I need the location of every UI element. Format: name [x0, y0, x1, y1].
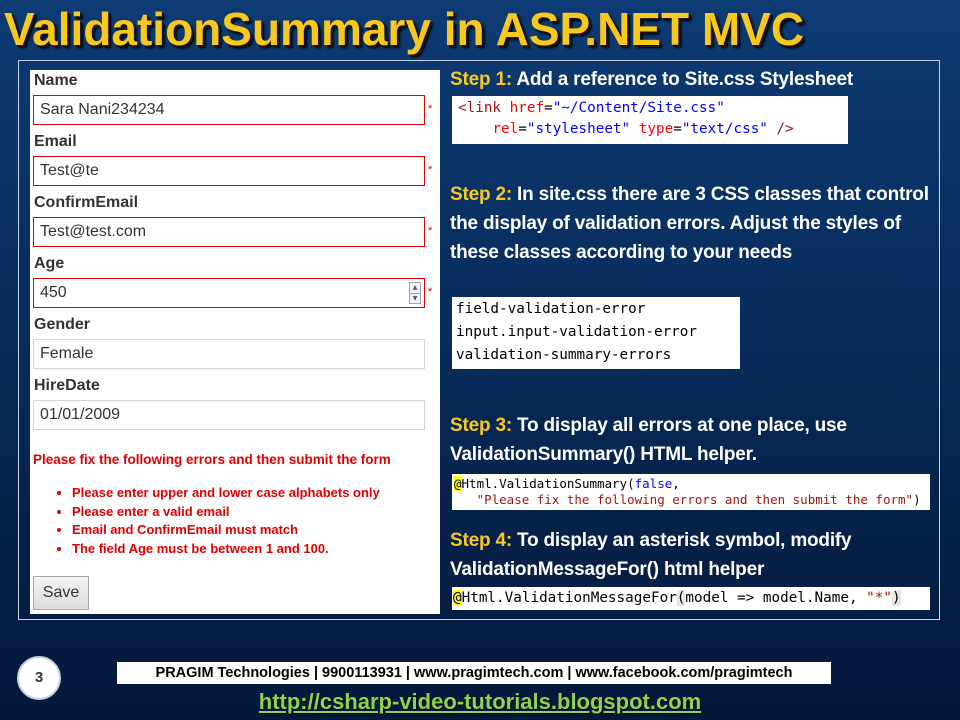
step-3 [450, 411, 930, 469]
email-input[interactable]: Test@te [33, 156, 425, 186]
code-open-paren: ( [676, 590, 686, 606]
code-razor-at: @ [454, 476, 462, 491]
code-href-value: "~/Content/Site.css" [552, 100, 725, 116]
confirm-email-input[interactable]: Test@test.com [33, 217, 425, 247]
code-eq: = [673, 121, 682, 137]
step-4 [450, 526, 930, 584]
code-comma: , [672, 476, 680, 491]
code-validation-summary-call: Html.ValidationSummary( [461, 476, 635, 491]
code-razor-at: @ [453, 590, 462, 606]
code-type-attr: type [638, 121, 674, 137]
step-2-text: In site.css there are 3 CSS classes that control the display of validation errors. Adjust the styles of these classes according to your needs [450, 184, 929, 263]
code-summary-message: "Please fix the following errors and then submit the form" [476, 492, 914, 507]
step-1-number: Step 1: [450, 69, 512, 90]
code-close-paren: ) [913, 492, 921, 507]
step-4-text: To display an asterisk symbol, modify ValidationMessageFor() html helper [450, 530, 852, 580]
step-1 [450, 65, 930, 94]
hire-date-input[interactable]: 01/01/2009 [33, 400, 425, 430]
validation-summary-title: Please fix the following errors and then submit the form [33, 452, 391, 467]
code-indent [458, 121, 492, 137]
css-class-field-validation-error: field-validation-error [456, 301, 646, 317]
code-href-attr: href [509, 100, 545, 116]
step-3-number: Step 3: [450, 415, 512, 436]
footer-blog-link[interactable]: http://csharp-video-tutorials.blogspot.com [258, 689, 702, 714]
code-snippet-link-tag [452, 96, 848, 144]
page-number: 3 [17, 656, 61, 700]
confirm-email-asterisk: * [428, 225, 433, 237]
name-input[interactable]: Sara Nani234234 [33, 95, 425, 125]
code-link-open: <link [458, 100, 502, 116]
code-false-keyword: false [634, 476, 673, 491]
code-close-paren: ) [892, 590, 901, 606]
spinner-down-icon[interactable]: ▼ [410, 293, 420, 304]
code-eq: = [544, 100, 553, 116]
code-rel-attr: rel [492, 121, 519, 137]
validation-error-item: • Please enter upper and lower case alphabets only [72, 484, 380, 503]
code-rel-value: "stylesheet" [526, 121, 631, 137]
step-2 [450, 180, 930, 267]
code-snippet-validation-summary [452, 474, 930, 510]
code-asterisk-string: "*" [866, 590, 892, 606]
confirm-email-label: ConfirmEmail [34, 194, 139, 211]
age-input[interactable] [33, 278, 425, 308]
spinner-up-icon[interactable]: ▲ [412, 284, 418, 291]
code-snippet-css-classes [452, 297, 740, 369]
save-button[interactable]: Save [33, 576, 89, 610]
validation-summary-list [52, 484, 380, 558]
age-value: 450 [40, 284, 67, 301]
gender-label: Gender [34, 316, 91, 333]
code-link-close: /> [776, 121, 794, 137]
name-asterisk: * [428, 103, 433, 115]
email-label: Email [34, 133, 77, 150]
step-3-text: To display all errors at one place, use ValidationSummary() HTML helper. [450, 415, 847, 465]
name-label: Name [34, 72, 78, 89]
age-asterisk: * [428, 286, 433, 298]
email-asterisk: * [428, 164, 433, 176]
css-class-input-validation-error: input.input-validation-error [456, 324, 698, 340]
age-spinner[interactable] [409, 282, 421, 304]
step-1-text: Add a reference to Site.css Stylesheet [516, 69, 853, 90]
slide-title: ValidationSummary in ASP.NET MVC [4, 3, 805, 55]
hire-date-label: HireDate [34, 377, 100, 394]
css-class-validation-summary-errors: validation-summary-errors [456, 347, 672, 363]
step-2-number: Step 2: [450, 184, 512, 205]
validation-error-item: • Please enter a valid email [72, 503, 380, 522]
validation-error-item: • The field Age must be between 1 and 100. [72, 540, 380, 559]
code-lambda-args: model => model.Name, [685, 590, 867, 606]
age-label: Age [34, 255, 65, 272]
code-snippet-validation-message-for [452, 587, 930, 610]
code-indent [454, 492, 477, 507]
code-type-value: "text/css" [681, 121, 768, 137]
code-validation-message-for-call: Html.ValidationMessageFor [461, 590, 677, 606]
step-4-number: Step 4: [450, 530, 512, 551]
registration-form [30, 70, 440, 614]
gender-input[interactable]: Female [33, 339, 425, 369]
footer-contact-bar: PRAGIM Technologies | 9900113931 | www.pragimtech.com | www.facebook.com/pragimtech [117, 662, 831, 684]
code-eq: = [518, 121, 527, 137]
validation-error-item: • Email and ConfirmEmail must match [72, 521, 380, 540]
